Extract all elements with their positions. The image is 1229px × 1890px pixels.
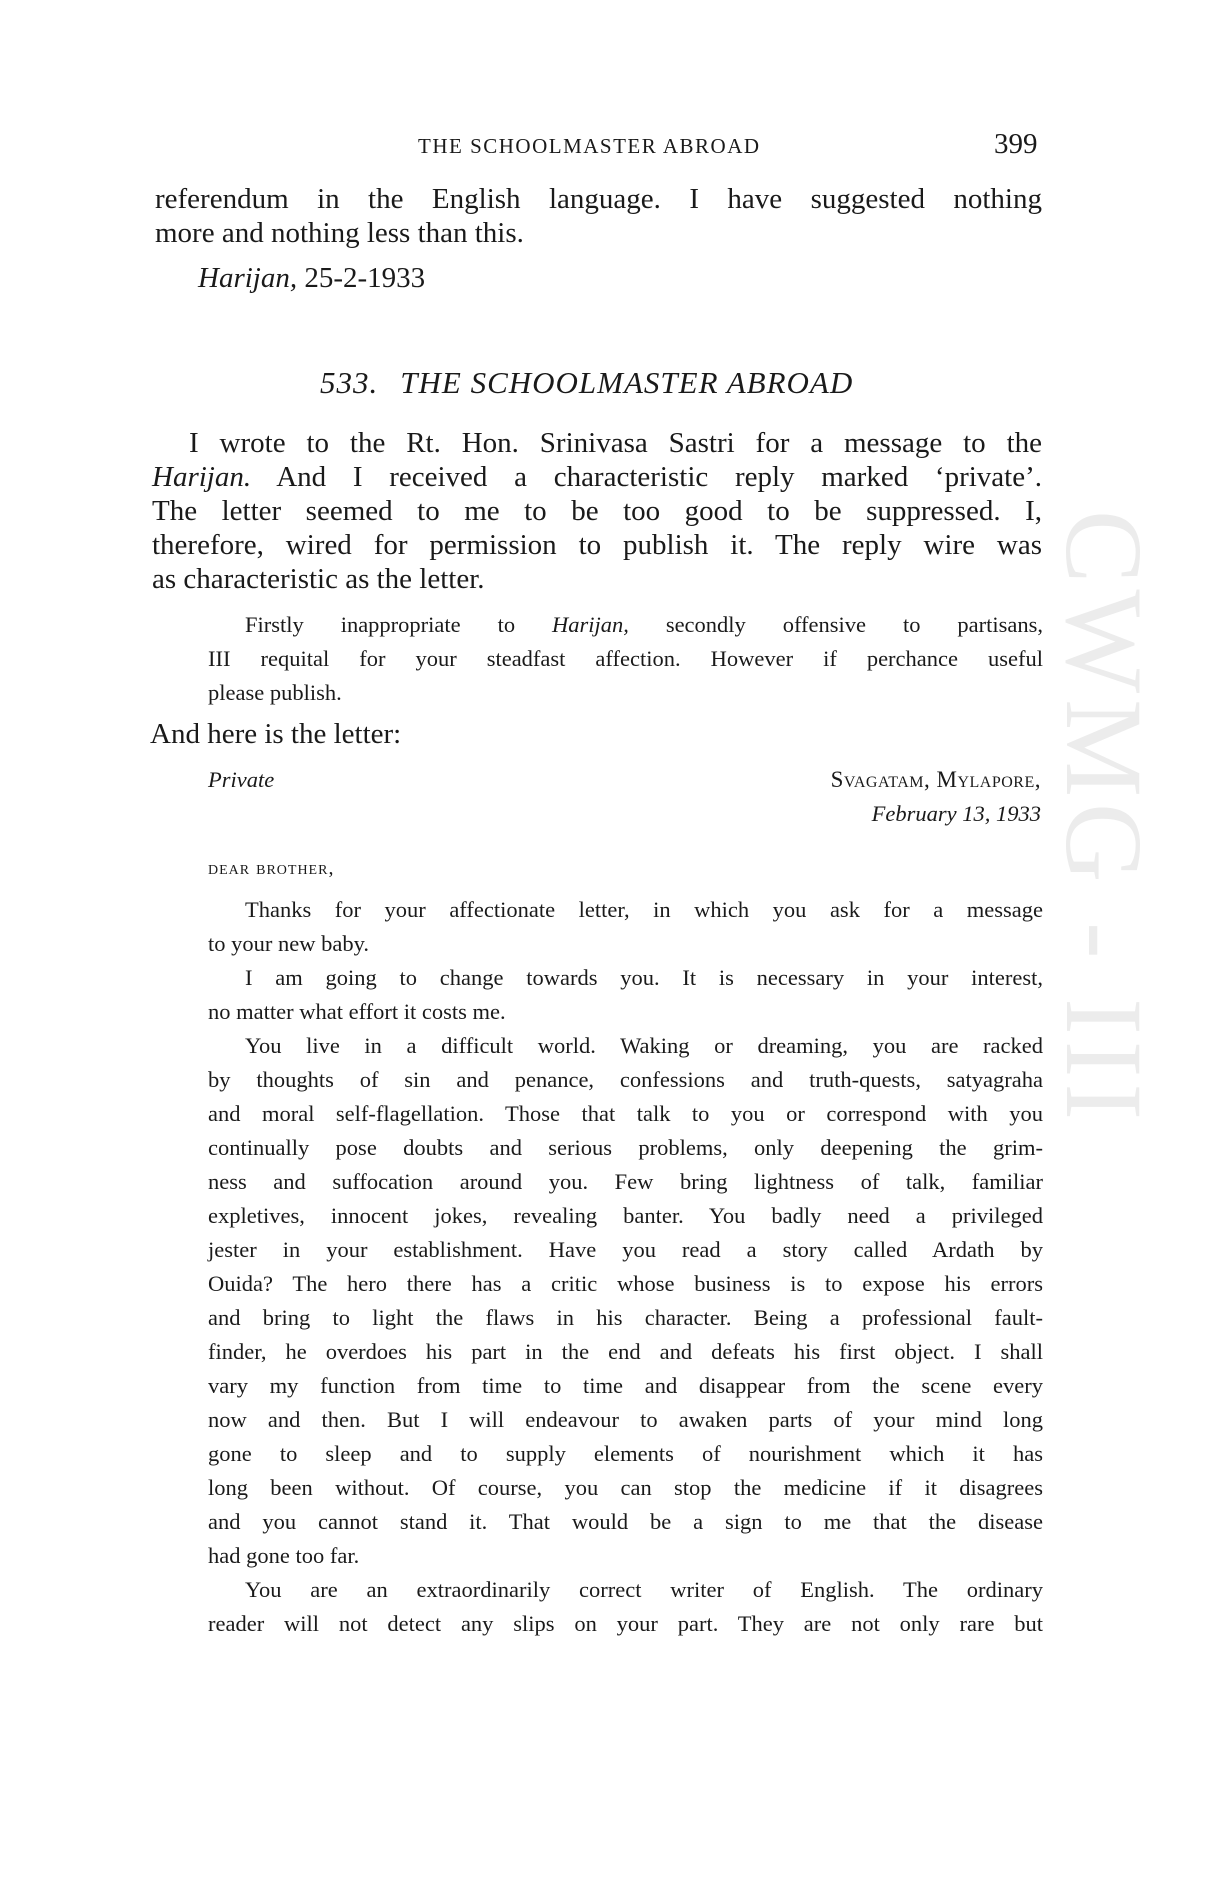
text-line: no matter what effort it costs me. [208, 999, 506, 1024]
text-line: The letter seemed to me to be too good to be suppressed. I, [152, 495, 1042, 527]
letter-paragraph [208, 1573, 1043, 1641]
source-citation [198, 262, 425, 295]
text-line: please publish. [208, 680, 342, 705]
letter-body [208, 893, 1043, 1641]
text-line: and you cannot stand it. That would be a sign to me that the disease [208, 1509, 1043, 1534]
page-number: 399 [994, 128, 1038, 160]
article-title-text: THE SCHOOLMASTER ABROAD [400, 365, 854, 400]
text-line: I am going to change towards you. It is necessary in your interest, [245, 965, 1043, 990]
letter-date: February 13, 1933 [871, 801, 1041, 826]
text-line: ness and suffocation around you. Few bring lightness of talk, familiar [208, 1169, 1043, 1194]
text-line: therefore, wired for permission to publish it. The reply wire was [152, 529, 1042, 561]
letter-paragraph [208, 961, 1043, 1029]
intro-paragraph [155, 182, 1042, 250]
article-title [320, 365, 853, 401]
text-line [152, 460, 1042, 494]
text-line: reader will not detect any slips on your part. They are not only rare but [208, 1611, 1043, 1636]
text-line: referendum in the English language. I have suggested nothing [155, 183, 1042, 215]
text-line: long been without. Of course, you can stop the medicine if it disagrees [208, 1475, 1043, 1500]
letter-paragraph [208, 893, 1043, 961]
text-line: and moral self-flagellation. Those that talk to you or correspond with you [208, 1101, 1043, 1126]
source-date: 25-2-1933 [304, 262, 426, 294]
emphasis: Harijan. [152, 461, 252, 493]
paragraph-intro [152, 426, 1042, 596]
running-head: THE SCHOOLMASTER ABROAD [418, 134, 761, 158]
text-line: and bring to light the flaws in his character. Being a professional fault- [208, 1305, 1043, 1330]
text-line: Ouida? The hero there has a critic whose business is to expose his errors [208, 1271, 1043, 1296]
emphasis: Harijan, [552, 612, 629, 637]
lead-in: And here is the letter: [150, 718, 402, 750]
text-line: finder, he overdoes his part in the end and defeats his first object. I shall [208, 1339, 1043, 1364]
text-line: gone to sleep and to supply elements of nourishment which it has [208, 1441, 1043, 1466]
text-line: had gone too far. [208, 1543, 360, 1568]
text-line [208, 608, 1043, 642]
text-line: now and then. But I will endeavour to awaken parts of your mind long [208, 1407, 1043, 1432]
text-line: expletives, innocent jokes, revealing banter. You badly need a privileged [208, 1203, 1043, 1228]
text-line: I wrote to the Rt. Hon. Srinivasa Sastri for a message to the [189, 427, 1042, 459]
text-line: jester in your establishment. Have you read a story called Ardath by [208, 1237, 1043, 1262]
text-line: continually pose doubts and serious problems, only deepening the grim- [208, 1135, 1043, 1160]
text-line: as characteristic as the letter. [152, 563, 485, 595]
letter-paragraph [208, 1029, 1043, 1573]
text-line: by thoughts of sin and penance, confessions and truth-quests, satyagraha [208, 1067, 1043, 1092]
text-fragment: And I received a characteristic reply marked ‘private’. [251, 461, 1042, 493]
text-line: You live in a difficult world. Waking or dreaming, you are racked [245, 1033, 1043, 1058]
article-number: 533. [320, 365, 379, 400]
text-fragment: Firstly inappropriate to [245, 612, 552, 637]
letter-salutation: dear brother, [208, 857, 335, 879]
watermark: CWMG - III [1043, 510, 1165, 1126]
text-line: III requital for your steadfast affection. However if perchance useful [208, 646, 1043, 671]
text-fragment: secondly offensive to partisans, [628, 612, 1043, 637]
text-line: to your new baby. [208, 931, 370, 956]
telegram-quote [208, 608, 1043, 710]
source-publication: Harijan, [198, 262, 298, 294]
text-line: more and nothing less than this. [155, 217, 524, 249]
letter-private-label: Private [208, 767, 275, 792]
text-line: You are an extraordinarily correct writer of English. The ordinary [245, 1577, 1043, 1602]
text-line: vary my function from time to time and disappear from the scene every [208, 1373, 1043, 1398]
letter-address: Svagatam, Mylapore, [830, 767, 1041, 792]
text-line: Thanks for your affectionate letter, in which you ask for a message [245, 897, 1043, 922]
